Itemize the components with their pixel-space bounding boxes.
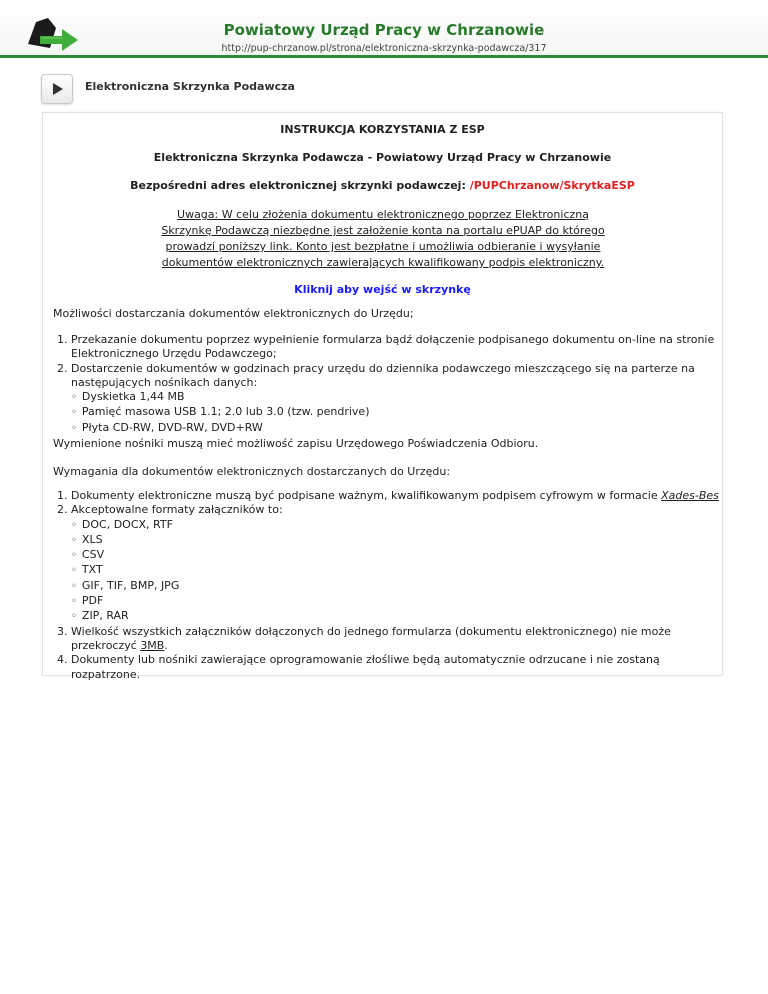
list-item: ◦ XLS bbox=[71, 533, 731, 548]
requirements-list bbox=[53, 489, 731, 682]
media-list bbox=[71, 390, 731, 436]
list-item: 2. Akceptowalne formaty załączników to: ◦ DOC, DOCX, RTF ◦ XLS ◦ CSV ◦ TXT ◦ GIF, TIF, BMP, JPG ◦ PDF ◦ ZIP, RAR bbox=[71, 503, 731, 624]
content-panel bbox=[42, 112, 723, 681]
list-item: ◦ ZIP, RAR bbox=[71, 609, 731, 624]
list-item: ◦ Płyta CD-RW, DVD-RW, DVD+RW bbox=[71, 421, 731, 436]
requirements-intro: Wymagania dla dokumentów elektronicznych dostarczanych do Urzędu: bbox=[53, 465, 451, 478]
esp-address-value: /PUPChrzanow/SkrytkaESP bbox=[469, 179, 635, 192]
list-item: ◦ TXT bbox=[71, 563, 731, 578]
list-item: ◦ PDF bbox=[71, 594, 731, 609]
media-note: Wymienione nośniki muszą mieć możliwość zapisu Urzędowego Poświadczenia Odbioru. bbox=[53, 437, 539, 450]
play-arrow-icon[interactable] bbox=[41, 74, 73, 104]
list-item: 3. Wielkość wszystkich załączników dołączonych do jednego formularza (dokumentu elektronicznego) nie może przekroczyć 3MB. bbox=[71, 625, 731, 654]
list-item: 4. Dokumenty lub nośniki zawierające oprogramowanie złośliwe będą automatycznie odrzucane i nie zostaną rozpatrzone. bbox=[71, 653, 731, 682]
site-title[interactable]: Powiatowy Urząd Pracy w Chrzanowie bbox=[223, 21, 545, 39]
page-subheading: Elektroniczna Skrzynka Podawcza - Powiatowy Urząd Pracy w Chrzanowie bbox=[153, 151, 612, 164]
page-heading: INSTRUKCJA KORZYSTANIA Z ESP bbox=[280, 123, 485, 136]
section-title: Elektroniczna Skrzynka Podawcza bbox=[85, 80, 295, 93]
enter-inbox-link[interactable]: Kliknij aby wejść w skrzynkę bbox=[294, 283, 471, 296]
list-item: ◦ GIF, TIF, BMP, JPG bbox=[71, 579, 731, 594]
list-item: ◦ Pamięć masowa USB 1.1; 2.0 lub 3.0 (tzw. pendrive) bbox=[71, 405, 731, 420]
list-item-text: Dostarczenie dokumentów w godzinach pracy urzędu do dziennika podawczego mieszczącego się na parterze na następujących nośnikach danych: bbox=[71, 361, 695, 389]
esp-address-label: Bezpośredni adres elektronicznej skrzynki podawczej: bbox=[130, 179, 466, 192]
delivery-list bbox=[53, 333, 731, 436]
epuap-warning: Uwaga: W celu złożenia dokumentu elektronicznego poprzez Elektroniczną Skrzynkę Podawczą niezbędne jest założenie konta na portalu ePUAP do którego prowadzi poniższy link. Konto jest bezpłatne i umożliwia odbieranie i wysyłanie dokumentów elektronicznych zawierających kwalifikowany podpis elektroniczny. bbox=[161, 208, 605, 269]
page-header bbox=[0, 0, 768, 58]
list-item: ◦ CSV bbox=[71, 548, 731, 563]
list-item: 1. Przekazanie dokumentu poprzez wypełnienie formularza bądź dołączenie podpisanego dokumentu on-line na stronie Elektronicznego Urzędu Podawczego; bbox=[71, 333, 731, 362]
list-item bbox=[71, 362, 731, 436]
list-item: ◦ Dyskietka 1,44 MB bbox=[71, 390, 731, 405]
size-limit: 3MB bbox=[140, 638, 165, 652]
list-item: ◦ DOC, DOCX, RTF bbox=[71, 518, 731, 533]
delivery-intro: Możliwości dostarczania dokumentów elektronicznych do Urzędu; bbox=[53, 307, 414, 320]
site-url: http://pup-chrzanow.pl/strona/elektroniczna-skrzynka-podawcza/317 bbox=[221, 43, 547, 54]
xades-bes-link[interactable]: Xades-Bes bbox=[661, 489, 719, 502]
formats-list bbox=[71, 518, 731, 625]
esp-address bbox=[43, 179, 722, 192]
list-item: 1. Dokumenty elektroniczne muszą być podpisane ważnym, kwalifikowanym podpisem cyfrowym w formacie Xades-Bes bbox=[71, 489, 731, 503]
